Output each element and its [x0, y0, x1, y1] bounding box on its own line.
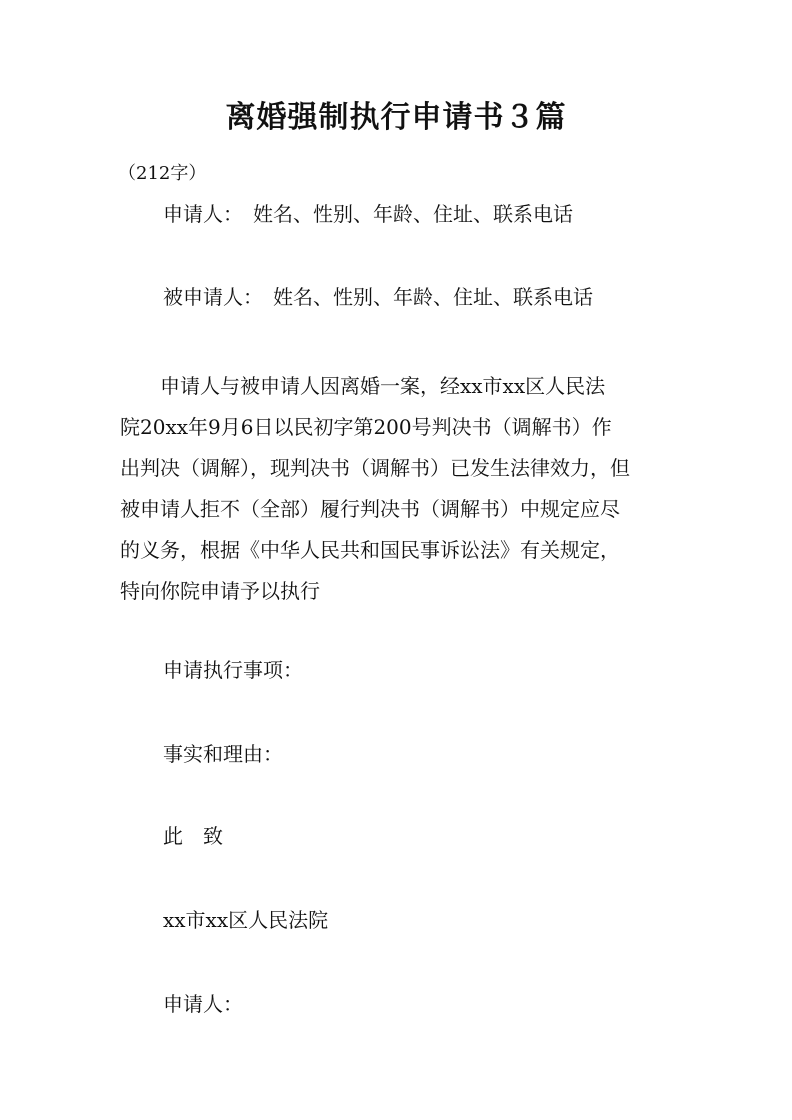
facts-reasons-heading: 事实和理由：	[163, 742, 283, 766]
respondent-line: 被申请人： 姓名、性别、年龄、住址、联系电话	[163, 285, 593, 309]
paragraph-line: 特向你院申请予以执行	[120, 579, 320, 603]
paragraph-line: 被申请人拒不（全部）履行判决书（调解书）中规定应尽	[120, 497, 620, 521]
document-title: 离婚强制执行申请书３篇	[225, 100, 567, 135]
paragraph-line: 出判决（调解），现判决书（调解书）已发生法律效力，但	[120, 456, 630, 480]
paragraph-line: 院20xx年9月6日以民初字第200号判决书（调解书）作	[120, 415, 612, 439]
salutation: 此 致	[163, 824, 223, 848]
court-name: xx市xx区人民法院	[163, 908, 329, 932]
word-count: （212字）	[118, 163, 207, 184]
body-paragraph	[120, 366, 680, 612]
enforcement-items-heading: 申请执行事项：	[163, 658, 303, 682]
paragraph-line: 的义务，根据《中华人民共和国民事诉讼法》有关规定，	[120, 538, 620, 562]
applicant-line: 申请人： 姓名、性别、年龄、住址、联系电话	[163, 202, 573, 226]
applicant-signature: 申请人：	[163, 992, 243, 1016]
paragraph-line: 申请人与被申请人因离婚一案，经xx市xx区人民法	[120, 374, 606, 398]
